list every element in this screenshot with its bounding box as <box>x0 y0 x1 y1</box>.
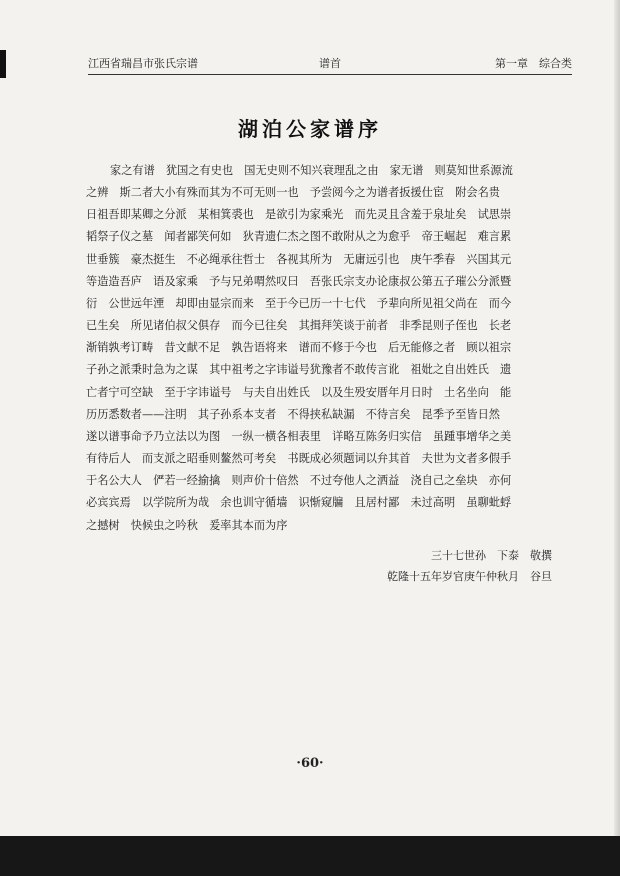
header-rule <box>88 74 572 75</box>
page-number: ·60· <box>296 756 324 771</box>
text-line: 遂以谱事命予乃立法以为图 一纵一横各相表里 详略互陈务归实信 虽踵事增华之美 <box>86 429 512 443</box>
scan-edge-mark <box>0 50 6 78</box>
text-line: 必宾宾焉 以学院所为哉 余也训守循墙 识惭窥牖 且居村鄙 未过高明 虽聊蚍蜉 <box>86 496 512 510</box>
text-line: 韬祭子仪之墓 闻者鄙笑何如 狄青遗仁杰之图不敢附从之为愈乎 帝王崛起 难言累 <box>86 230 512 244</box>
text-line: 于名公大人 俨若一经揄擒 则声价十倍然 不过夸他人之洒益 浇自己之垒块 亦何 <box>86 474 512 488</box>
text-line: 之撼树 快候虫之吟秋 爰率其本而为序 <box>86 518 288 532</box>
text-line: 渐销孰考订畴 昔文献不足 孰告语将来 谱而不修于今也 后无能修之者 顾以祖宗 <box>86 341 512 355</box>
preface-title: 湖泊公家谱序 <box>238 117 382 141</box>
text-line: 之辨 斯二者大小有殊而其为不可无则一也 予尝阅今之为谱者扳援仕宦 附会名贵 <box>86 186 500 200</box>
text-line: 历历悉数者——注明 其子孙系本支者 不得挟私缺漏 不待言矣 昆季予至皆日然 <box>86 407 500 421</box>
text-line: 日祖吾即某卿之分派 某相箕裘也 是欲引为家乘光 而先灵且含羞于泉址矣 试思崇 <box>86 208 512 222</box>
text-line: 有待后人 而支派之昭垂则鳌然可考矣 书既成必须题词以弁其首 夫世为文者多假手 <box>86 452 512 466</box>
text-line: 世垂簇 豪杰挺生 不必绳承往哲士 各视其所为 无庸远引也 庚午季春 兴国其元 <box>86 252 512 266</box>
text-line: 亡者宁可空缺 至于字讳谥号 与夫自出姓氏 以及生殁安厝年月日时 土名坐向 能 <box>86 385 512 399</box>
text-line: 等造造吾庐 语及家乘 予与兄弟喟然叹曰 吾张氏宗支办论康叔公第五子璀公分派暨 <box>86 274 512 288</box>
signature-author: 三十七世孙 下泰 敬撰 <box>431 549 552 562</box>
running-header <box>88 56 572 78</box>
header-section: 谱首 <box>319 57 341 70</box>
text-line: 衍 公世远年湮 却即由显宗而来 至于今已历一十七代 予辈向所见祖父尚在 而今 <box>86 296 512 310</box>
text-line: 已生矣 所见诸伯叔父俱存 而今已往矣 其揖拜笑谈于前者 非季昆则子侄也 长老 <box>86 319 512 333</box>
signature-date: 乾隆十五年岁官庚午仲秋月 谷旦 <box>387 570 552 583</box>
text-line: 家之有谱 犹国之有史也 国无史则不知兴衰理乱之由 家无谱 则莫知世系源流 <box>110 164 513 177</box>
scan-bottom-border <box>0 836 620 876</box>
header-chapter: 第一章 综合类 <box>495 57 572 70</box>
header-book-title: 江西省瑞昌市张氏宗谱 <box>88 57 198 70</box>
signature-block <box>322 545 552 587</box>
text-line: 子孙之派秉时急为之谋 其中祖考之字讳谥号犹豫者不敢传言讹 祖妣之自出姓氏 遗 <box>86 363 512 377</box>
preface-body <box>86 160 572 537</box>
